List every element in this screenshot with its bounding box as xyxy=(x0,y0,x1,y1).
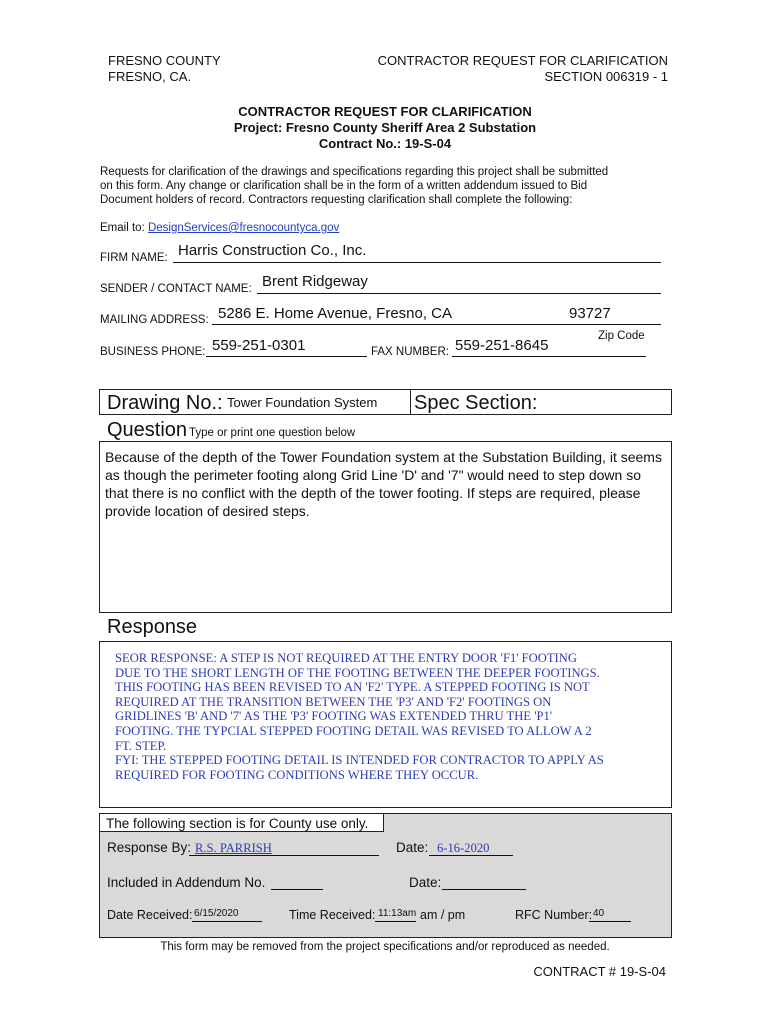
spec-section-label: Spec Section: xyxy=(414,392,538,414)
response-line: FOOTING. THE TYPCIAL STEPPED FOOTING DETAIL WAS REVISED TO ALLOW A 2 xyxy=(115,723,592,738)
fax-field[interactable]: 559-251-8645 xyxy=(455,337,549,354)
response-label: Response xyxy=(107,616,198,638)
email-label: Email to: xyxy=(100,222,145,234)
email-line xyxy=(100,221,339,235)
phone-field[interactable]: 559-251-0301 xyxy=(212,337,306,354)
drawing-spec-box xyxy=(99,389,672,415)
time-received-field[interactable]: 11:13am xyxy=(378,908,417,919)
firm-label: FIRM NAME: xyxy=(100,252,168,264)
section-number-line: SECTION 006319 - 1 xyxy=(544,69,668,84)
drawing-number-field[interactable]: Tower Foundation System xyxy=(227,395,378,410)
ampm-label: am / pm xyxy=(420,908,466,922)
response-line: FT. STEP. xyxy=(115,738,167,753)
page-title xyxy=(0,104,770,152)
date-received-underline xyxy=(192,921,262,922)
response-line: REQUIRED AT THE TRANSITION BETWEEN THE 'P3' AND 'F2' FOOTINGS ON xyxy=(115,694,552,709)
county-section xyxy=(99,813,672,938)
response-by-field[interactable]: R.S. PARRISH xyxy=(195,841,272,855)
response-line: DUE TO THE SHORT LENGTH OF THE FOOTING BETWEEN THE DEEPER FOOTINGS. xyxy=(115,665,600,680)
intro-line1: Requests for clarification of the drawings and specifications regarding this project shall be submitted xyxy=(100,166,609,178)
mailing-underline xyxy=(212,324,661,325)
rfc-underline xyxy=(589,921,631,922)
reproduction-note: This form may be removed from the project specifications and/or reproduced as needed. xyxy=(160,941,610,953)
response-line: GRIDLINES 'B' AND '7' AS THE 'P3' FOOTING WAS EXTENDED THRU THE 'P1' xyxy=(115,709,553,724)
sender-label: SENDER / CONTACT NAME: xyxy=(100,283,252,295)
intro-line3: Document holders of record. Contractors requesting clarification shall complete the following: xyxy=(100,194,573,206)
time-received-underline xyxy=(375,921,416,922)
fax-label: FAX NUMBER: xyxy=(371,346,449,358)
sender-underline xyxy=(257,293,661,294)
zip-label: Zip Code xyxy=(598,330,645,342)
date2-label: Date: xyxy=(409,875,442,890)
date2-underline xyxy=(442,889,526,890)
fax-underline xyxy=(452,356,646,357)
rfc-number-field[interactable]: 40 xyxy=(593,908,605,919)
intro-line2: on this form. Any change or clarification shall be in the form of a written addendum issued to Bid xyxy=(100,180,588,192)
response-text xyxy=(115,651,604,782)
response-line: THIS FOOTING HAS BEEN REVISED TO AN 'F2' TYPE. A STEPPED FOOTING IS NOT xyxy=(115,680,590,695)
date1-label: Date: xyxy=(396,840,429,855)
contract-line: Contract No.: 19-S-04 xyxy=(318,136,452,151)
drawing-spec-divider xyxy=(410,390,411,414)
email-link[interactable]: DesignServices@fresnocountyca.gov xyxy=(147,222,340,234)
rfc-label: RFC Number: xyxy=(515,908,593,922)
time-received-label: Time Received: xyxy=(289,908,376,922)
date-received-label: Date Received: xyxy=(107,908,193,922)
response-box xyxy=(99,641,672,808)
county-heading: The following section is for County use only. xyxy=(106,816,369,831)
date-received-field[interactable]: 6/15/2020 xyxy=(194,908,239,919)
firm-name-field[interactable]: Harris Construction Co., Inc. xyxy=(178,242,367,259)
date1-field[interactable]: 6-16-2020 xyxy=(437,841,490,855)
response-line: SEOR RESPONSE: A STEP IS NOT REQUIRED AT THE ENTRY DOOR 'F1' FOOTING xyxy=(115,651,577,665)
response-by-label: Response By: xyxy=(107,840,192,855)
contract-footer: CONTRACT # 19-S-04 xyxy=(533,964,666,979)
question-box xyxy=(99,441,672,613)
addendum-underline xyxy=(271,889,323,890)
city-line: FRESNO, CA. xyxy=(108,69,192,84)
drawing-label: Drawing No.: xyxy=(107,392,223,414)
response-line: FYI: THE STEPPED FOOTING DETAIL IS INTENDED FOR CONTRACTOR TO APPLY AS xyxy=(115,753,604,768)
response-line: REQUIRED FOR FOOTING CONDITIONS WHERE THEY OCCUR. xyxy=(115,767,479,782)
zip-field[interactable]: 93727 xyxy=(569,305,611,322)
project-line: Project: Fresno County Sheriff Area 2 Substation xyxy=(233,120,537,135)
county-name-header xyxy=(108,53,221,85)
mailing-label: MAILING ADDRESS: xyxy=(100,314,209,326)
addendum-label: Included in Addendum No. xyxy=(107,875,266,890)
section-header xyxy=(378,53,668,85)
firm-underline xyxy=(173,262,661,263)
phone-underline xyxy=(206,356,367,357)
mailing-address-field[interactable]: 5286 E. Home Avenue, Fresno, CA xyxy=(218,305,453,322)
doc-type-line: CONTRACTOR REQUEST FOR CLARIFICATION xyxy=(377,53,668,68)
sender-name-field[interactable]: Brent Ridgeway xyxy=(262,273,368,290)
question-hint: Type or print one question below xyxy=(189,427,356,439)
question-text-field[interactable]: Because of the depth of the Tower Foundation system at the Substation Building, it seems as though the perimeter footing along Grid Line 'D' and '7" would need to step down so that there is no conflict with the depth of the tower footing. If steps are required, please provide location of desired steps. xyxy=(105,449,662,519)
intro-paragraph xyxy=(100,165,675,207)
title-line1: CONTRACTOR REQUEST FOR CLARIFICATION xyxy=(238,104,532,119)
question-label: Question xyxy=(107,419,188,441)
phone-label: BUSINESS PHONE: xyxy=(100,346,206,358)
county-line: FRESNO COUNTY xyxy=(108,53,221,68)
